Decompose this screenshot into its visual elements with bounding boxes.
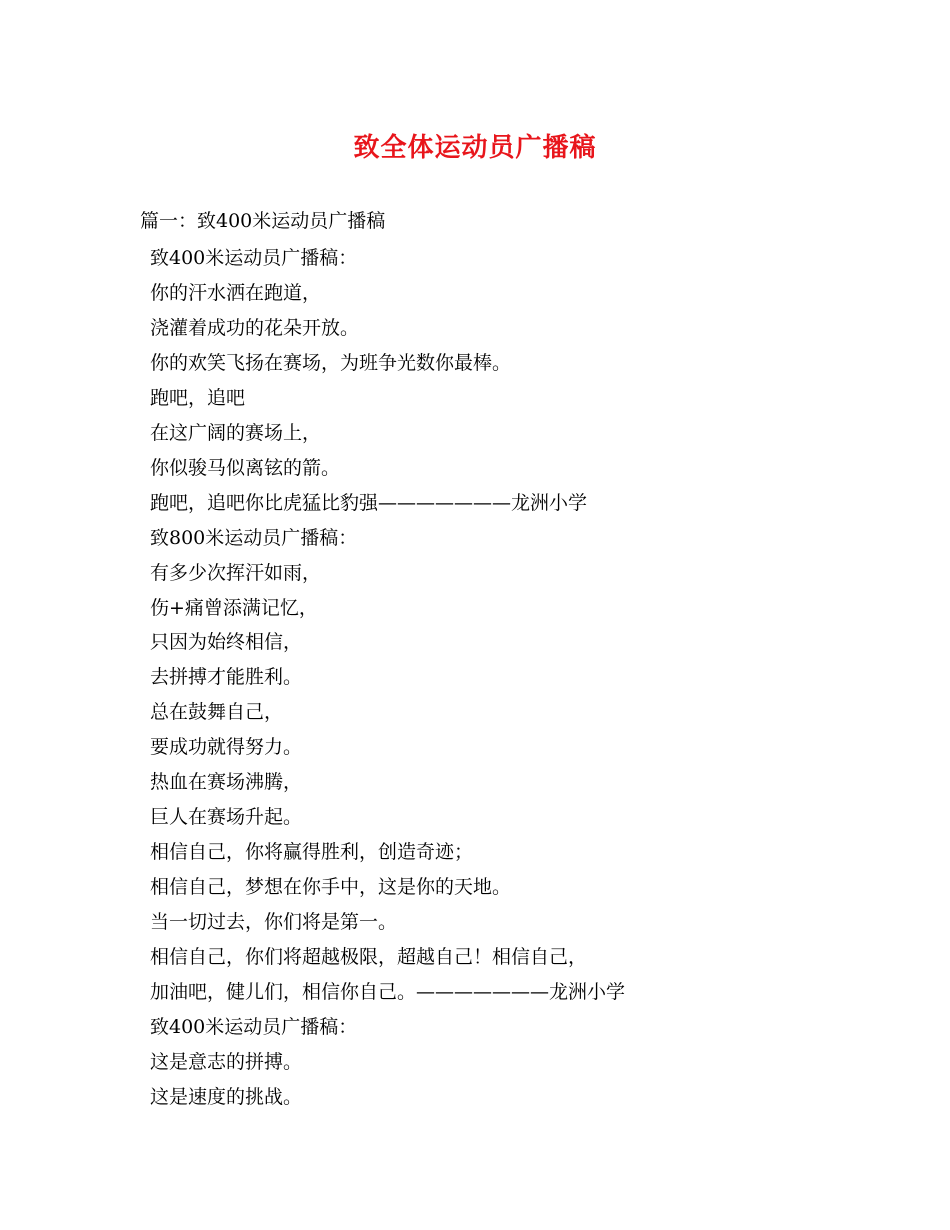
text-line: 跑吧，追吧你比虎猛比豹强———————龙洲小学 [150,491,588,514]
text-line: 有多少次挥汗如雨， [150,561,322,584]
text-line: 在这广阔的赛场上， [150,421,322,444]
text-line: 跑吧，追吧 [150,386,246,409]
text-line: 要成功就得努力。 [150,736,303,759]
text-line: 你似骏马似离铉的箭。 [150,456,341,479]
text-line: 总在鼓舞自己， [150,701,284,724]
text-line: 巨人在赛场升起。 [150,806,303,829]
text-line: 你的欢笑飞扬在赛场，为班争光数你最棒。 [150,351,512,374]
text-line: 去拼搏才能胜利。 [150,666,303,689]
document-title: 致全体运动员广播稿 [353,133,597,163]
text-line: 这是意志的拼搏。 [150,1050,303,1073]
text-line: 加油吧，健儿们，相信你自己。———————龙洲小学 [150,981,626,1004]
text-line: 只因为始终相信， [150,631,303,654]
body-text [150,241,910,1115]
section-heading: 篇一：致400米运动员广播稿 [140,210,386,232]
text-line: 相信自己，你将赢得胜利，创造奇迹； [150,841,474,864]
text-line: 相信自己，你们将超越极限，超越自己！相信自己， [150,946,588,969]
text-line: 相信自己，梦想在你手中，这是你的天地。 [150,876,512,899]
text-line: 你的汗水洒在跑道， [150,281,322,304]
text-line: 致800米运动员广播稿： [150,526,358,549]
text-line: 热血在赛场沸腾， [150,771,303,794]
text-line: 浇灌着成功的花朵开放。 [150,316,360,339]
text-line: 这是速度的挑战。 [150,1085,303,1108]
text-line: 致400米运动员广播稿： [150,1015,358,1038]
text-line: 当一切过去，你们将是第一。 [150,911,398,934]
text-line: 致400米运动员广播稿： [150,247,358,269]
text-line: 伤+痛曾添满记忆， [150,596,318,619]
